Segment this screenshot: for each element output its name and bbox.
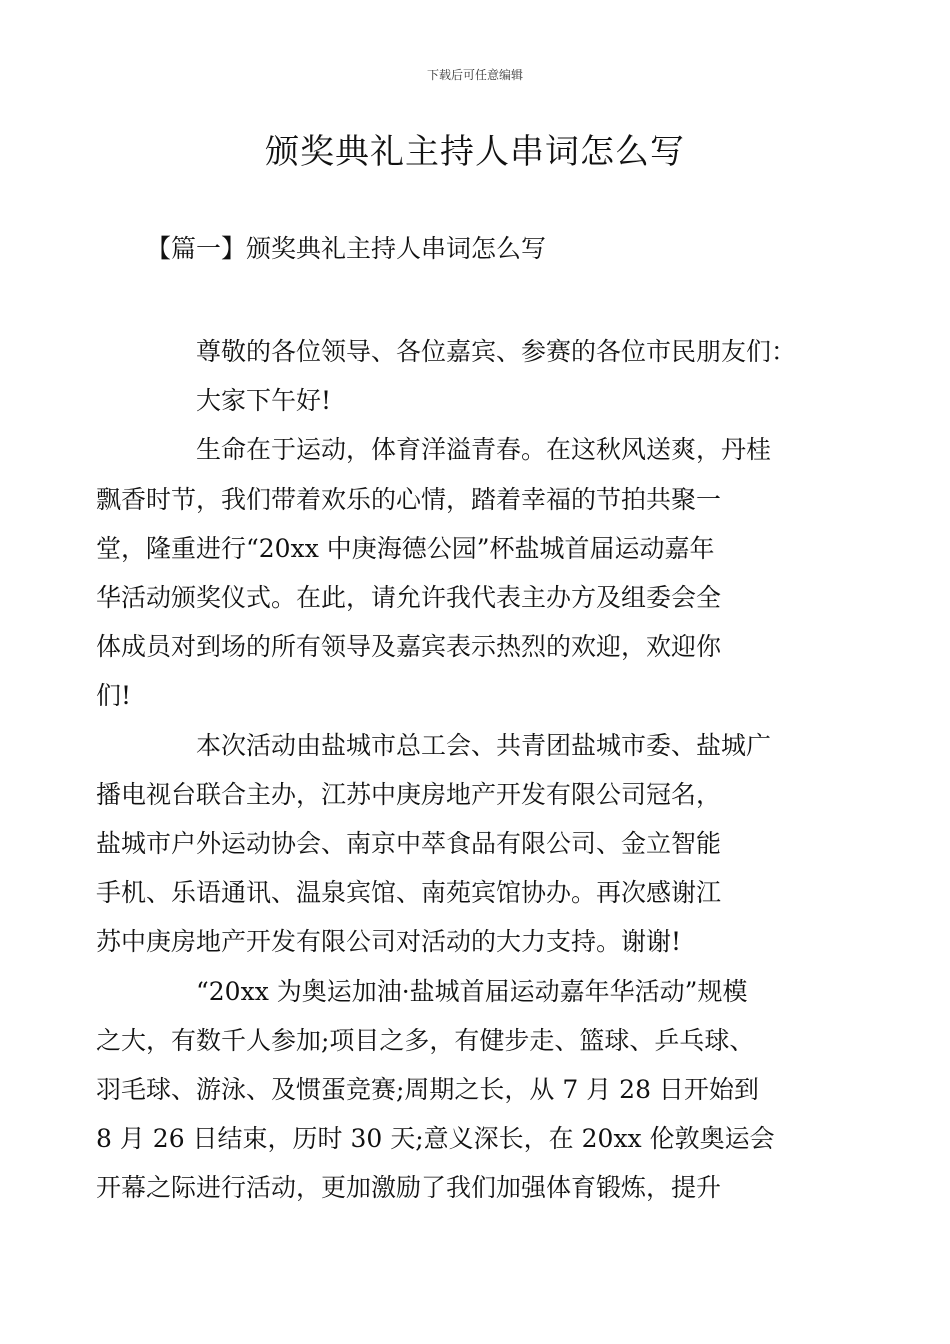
text-line: 生命在于运动，体育洋溢青春。在这秋风送爽，丹桂	[196, 435, 772, 465]
text-line: 大家下午好!	[196, 386, 332, 416]
text-line: 8 月 26 日结束，历时 30 天;意义深长，在 20xx 伦敦奥运会	[96, 1124, 775, 1154]
text-line: 们!	[96, 681, 132, 711]
paragraph-opening	[96, 425, 826, 720]
text-line: 体成员对到场的所有领导及嘉宾表示热烈的欢迎，欢迎你	[96, 632, 722, 662]
paragraph-greeting	[146, 327, 826, 376]
text-line: 本次活动由盐城市总工会、共青团盐城市委、盐城广	[196, 730, 772, 760]
body-text	[96, 327, 826, 1213]
text-line: 播电视台联合主办，江苏中庚房地产开发有限公司冠名，	[96, 779, 722, 809]
paragraph-salutation	[146, 376, 826, 425]
text-line: 之大，有数千人参加;项目之多，有健步走、篮球、乒乓球、	[96, 1025, 755, 1055]
text-line: 开幕之际进行活动，更加激励了我们加强体育锻炼，提升	[96, 1173, 722, 1203]
text-line: 盐城市户外运动协会、南京中萃食品有限公司、金立智能	[96, 829, 722, 859]
text-line: 堂，隆重进行“20xx 中庚海德公园”杯盐城首届运动嘉年	[96, 533, 715, 563]
text-line: 羽毛球、游泳、及惯蛋竞赛;周期之长，从 7 月 28 日开始到	[96, 1075, 759, 1105]
paragraph-organizers	[96, 721, 826, 967]
section-heading: 【篇一】颁奖典礼主持人串词怎么写	[146, 234, 547, 263]
text-line: 飘香时节，我们带着欢乐的心情，踏着幸福的节拍共聚一	[96, 484, 722, 514]
text-line: 尊敬的各位领导、各位嘉宾、参赛的各位市民朋友们：	[196, 337, 797, 366]
header-note: 下载后可任意编辑	[426, 68, 523, 82]
paragraph-event-scale	[96, 967, 826, 1213]
text-line: 苏中庚房地产开发有限公司对活动的大力支持。谢谢!	[96, 927, 682, 957]
text-line: “20xx 为奥运加油·盐城首届运动嘉年华活动”规模	[196, 976, 748, 1006]
text-line: 华活动颁奖仪式。在此，请允许我代表主办方及组委会全	[96, 583, 722, 613]
document-title: 颁奖典礼主持人串词怎么写	[265, 132, 685, 172]
text-line: 手机、乐语通讯、温泉宾馆、南苑宾馆协办。再次感谢江	[96, 878, 722, 908]
